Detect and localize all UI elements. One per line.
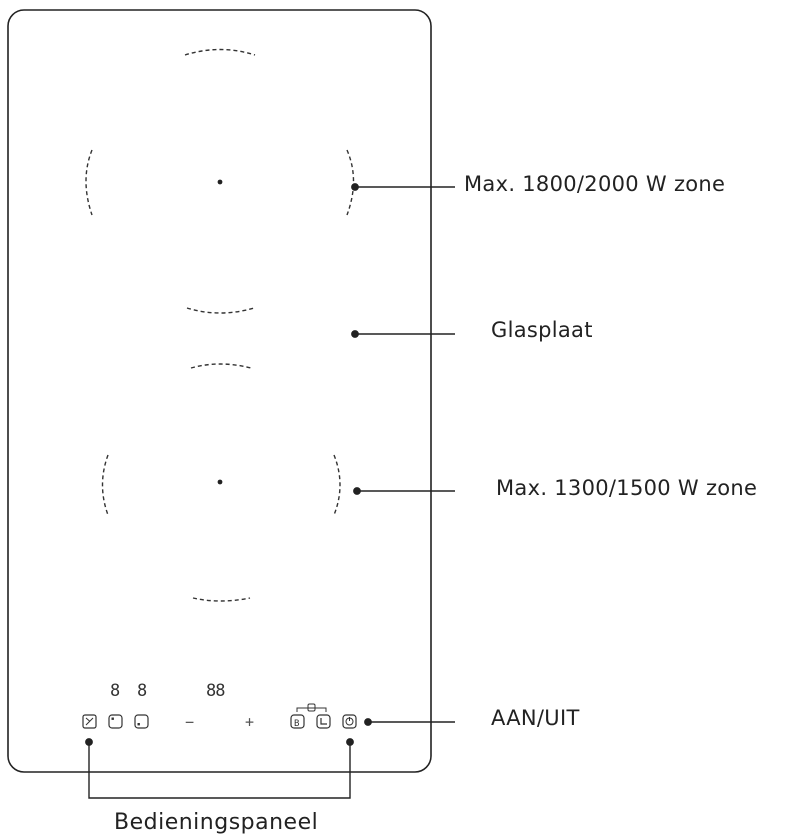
zone-small-center-dot: [218, 480, 223, 485]
lock-key[interactable]: [83, 715, 96, 728]
label-zone-small: Max. 1300/1500 W zone: [496, 476, 758, 500]
svg-text:B: B: [294, 719, 300, 729]
zone-small-arc-left: [103, 455, 109, 515]
left-zone-select-icon: [109, 715, 122, 728]
display-timer: 88: [206, 681, 225, 701]
plus-key[interactable]: +: [245, 713, 255, 731]
glass-plate-outline: [8, 10, 431, 772]
label-zone-large: Max. 1800/2000 W zone: [464, 172, 726, 196]
left-zone-select-key[interactable]: [109, 715, 122, 728]
power-icon: [343, 715, 356, 728]
zone-small-arc-top: [191, 364, 251, 368]
label-on-off: AAN/UIT: [491, 706, 580, 730]
display-right-zone: 8: [137, 681, 148, 701]
label-control-panel: Bedieningspaneel: [114, 810, 319, 835]
zone-large-arc-left: [86, 150, 92, 215]
timer-key[interactable]: [317, 715, 330, 728]
timer-zone-bracket: [297, 704, 326, 712]
zone-large-arc-top: [185, 50, 255, 56]
label-glass-plate: Glasplaat: [491, 318, 593, 342]
boost-key[interactable]: [291, 715, 304, 729]
control-panel-bracket: [89, 742, 350, 798]
right-zone-select-icon: [135, 715, 148, 728]
zone-large-arc-right: [347, 150, 354, 215]
right-zone-select-key[interactable]: [135, 715, 148, 728]
zone-large-center-dot: [218, 180, 223, 185]
zone-small-arc-bottom: [193, 598, 250, 601]
display-left-zone: 8: [110, 681, 121, 701]
zone-small-arc-right: [334, 455, 340, 515]
power-key[interactable]: [343, 715, 356, 728]
control-panel-displays: [110, 681, 225, 701]
zone-large-arc-bottom: [187, 308, 254, 313]
minus-key[interactable]: −: [185, 713, 195, 731]
callout-leaders: [86, 184, 455, 798]
timer-icon: [317, 715, 330, 728]
